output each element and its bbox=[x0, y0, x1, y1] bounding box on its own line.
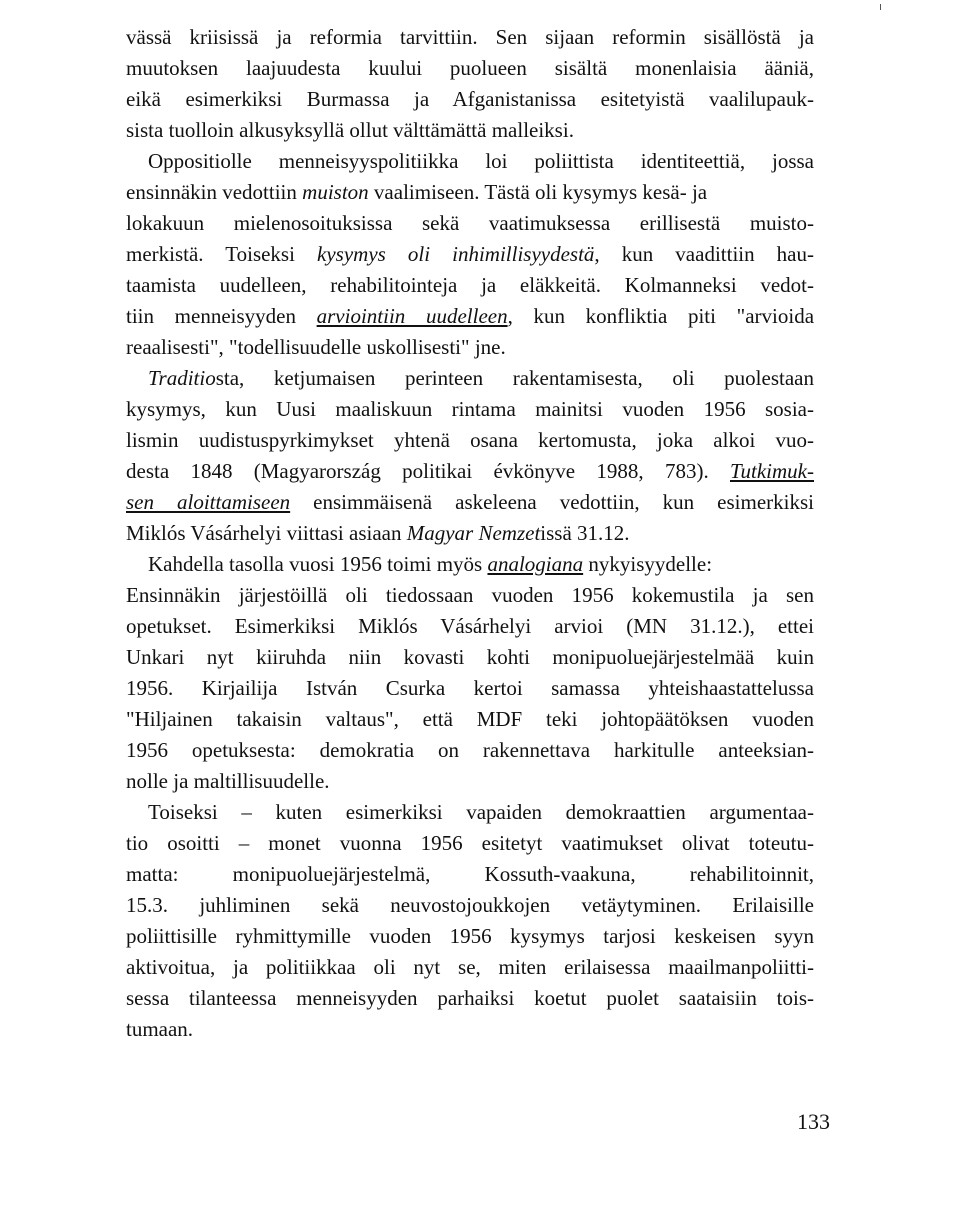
text-segment: sista tuolloin alkusyksyllä ollut välttämättä malleiksi. bbox=[126, 118, 574, 142]
text-segment: Oppositiolle menneisyyspolitiikka loi poliittista identiteettiä, jossa bbox=[148, 149, 814, 173]
text-line bbox=[126, 952, 814, 983]
text-segment: nykyisyydelle: bbox=[583, 552, 713, 576]
text-line bbox=[126, 983, 814, 1014]
text-line bbox=[126, 456, 814, 487]
text-segment: matta: monipuoluejärjestelmä, Kossuth-vaakuna, rehabilitoinnit, bbox=[126, 862, 814, 886]
text-segment: "Hiljainen takaisin valtaus", että MDF teki johtopäätöksen vuoden bbox=[126, 707, 814, 731]
text-segment: tumaan. bbox=[126, 1017, 194, 1041]
text-line bbox=[126, 394, 814, 425]
emphasized-text: kysymys oli inhimillisyydestä bbox=[317, 242, 595, 266]
text-line bbox=[126, 828, 814, 859]
emphasized-text: muiston bbox=[302, 180, 369, 204]
text-line bbox=[126, 1014, 814, 1045]
text-line bbox=[126, 22, 814, 53]
text-segment: 1956 opetuksesta: demokratia on rakennettava harkitulle anteeksian- bbox=[126, 738, 814, 762]
text-segment: kysymys, kun Uusi maaliskuun rintama mainitsi vuoden 1956 sosia- bbox=[126, 397, 814, 421]
text-segment: Unkari nyt kiiruhda niin kovasti kohti monipuoluejärjestelmää kuin bbox=[126, 645, 814, 669]
text-segment: Toiseksi – kuten esimerkiksi vapaiden demokraattien argumentaa- bbox=[148, 800, 814, 824]
text-line bbox=[126, 673, 814, 704]
text-line bbox=[126, 766, 814, 797]
text-line bbox=[126, 208, 814, 239]
emphasized-text: arviointiin uudelleen bbox=[316, 304, 508, 328]
text-line bbox=[126, 921, 814, 952]
emphasized-text: Traditio bbox=[148, 366, 216, 390]
text-line bbox=[126, 177, 814, 208]
text-line bbox=[126, 704, 814, 735]
text-segment: vaalimiseen. Tästä oli kysymys kesä- ja bbox=[368, 180, 708, 204]
text-segment: merkistä. Toiseksi bbox=[126, 242, 318, 266]
text-segment: desta 1848 (Magyarország politikai évkönyve 1988, 783). bbox=[126, 459, 730, 483]
text-segment: tiin menneisyyden bbox=[126, 304, 317, 328]
text-line bbox=[126, 363, 814, 394]
scan-mark bbox=[880, 4, 881, 10]
text-line bbox=[126, 580, 814, 611]
text-line bbox=[126, 611, 814, 642]
text-segment: , kun vaadittiin hau- bbox=[594, 242, 814, 266]
text-segment: poliittisille ryhmittymille vuoden 1956 kysymys tarjosi keskeisen syyn bbox=[126, 924, 814, 948]
text-segment: ensimmäisenä askeleena vedottiin, kun esimerkiksi bbox=[290, 490, 814, 514]
text-segment: 15.3. juhliminen sekä neuvostojoukkojen vetäytyminen. Erilaisille bbox=[126, 893, 814, 917]
text-line bbox=[126, 735, 814, 766]
text-line bbox=[126, 146, 814, 177]
text-segment: taamista uudelleen, rehabilitointeja ja eläkkeitä. Kolmanneksi vedot- bbox=[126, 273, 814, 297]
text-line bbox=[126, 115, 814, 146]
text-line bbox=[126, 239, 814, 270]
text-line bbox=[126, 270, 814, 301]
text-segment: lokakuun mielenosoituksissa sekä vaatimuksessa erillisestä muisto- bbox=[126, 211, 814, 235]
text-segment: sta, ketjumaisen perinteen rakentamisesta, oli puolestaan bbox=[215, 366, 814, 390]
text-segment: aktivoitua, ja politiikkaa oli nyt se, miten erilaisessa maailmanpoliitti- bbox=[126, 955, 814, 979]
text-line bbox=[126, 53, 814, 84]
text-line bbox=[126, 332, 814, 363]
text-segment: Miklós Vásárhelyi viittasi asiaan bbox=[126, 521, 407, 545]
emphasized-text: analogiana bbox=[487, 552, 584, 576]
text-segment: Ensinnäkin järjestöillä oli tiedossaan vuoden 1956 kokemustila ja sen bbox=[126, 583, 814, 607]
emphasized-text: sen aloittamiseen bbox=[126, 490, 291, 514]
text-line bbox=[126, 84, 814, 115]
text-segment: vässä kriisissä ja reformia tarvittiin. Sen sijaan reformin sisällöstä ja bbox=[126, 25, 814, 49]
text-segment: sessa tilanteessa menneisyyden parhaiksi koetut puolet saataisiin tois- bbox=[126, 986, 814, 1010]
text-segment: lismin uudistuspyrkimykset yhtenä osana kertomusta, joka alkoi vuo- bbox=[126, 428, 814, 452]
text-line bbox=[126, 301, 814, 332]
text-line bbox=[126, 859, 814, 890]
text-segment: nolle ja maltillisuudelle. bbox=[126, 769, 330, 793]
text-segment: muutoksen laajuudesta kuului puolueen sisältä monenlaisia ääniä, bbox=[126, 56, 814, 80]
text-line bbox=[126, 549, 814, 580]
text-segment: Kahdella tasolla vuosi 1956 toimi myös bbox=[148, 552, 488, 576]
text-segment: issä 31.12. bbox=[540, 521, 630, 545]
text-segment: , kun konfliktia piti "arvioida bbox=[507, 304, 815, 328]
emphasized-text: Magyar Nemzet bbox=[406, 521, 541, 545]
text-line bbox=[126, 797, 814, 828]
text-segment: opetukset. Esimerkiksi Miklós Vásárhelyi arvioi (MN 31.12.), ettei bbox=[126, 614, 814, 638]
text-segment: eikä esimerkiksi Burmassa ja Afganistanissa esitetyistä vaalilupauk- bbox=[126, 87, 814, 111]
text-line bbox=[126, 890, 814, 921]
emphasized-text: Tutkimuk- bbox=[730, 459, 814, 483]
text-segment: 1956. Kirjailija István Csurka kertoi samassa yhteishaastattelussa bbox=[126, 676, 814, 700]
text-line bbox=[126, 425, 814, 456]
text-segment: ensinnäkin vedottiin bbox=[126, 180, 303, 204]
text-segment: tio osoitti – monet vuonna 1956 esitetyt vaatimukset olivat toteutu- bbox=[126, 831, 814, 855]
document-body bbox=[126, 22, 814, 1045]
text-line bbox=[126, 487, 814, 518]
text-line bbox=[126, 642, 814, 673]
text-line bbox=[126, 518, 814, 549]
page-number: 133 bbox=[797, 1109, 830, 1134]
text-segment: reaalisesti", "todellisuudelle uskollisesti" jne. bbox=[126, 335, 506, 359]
